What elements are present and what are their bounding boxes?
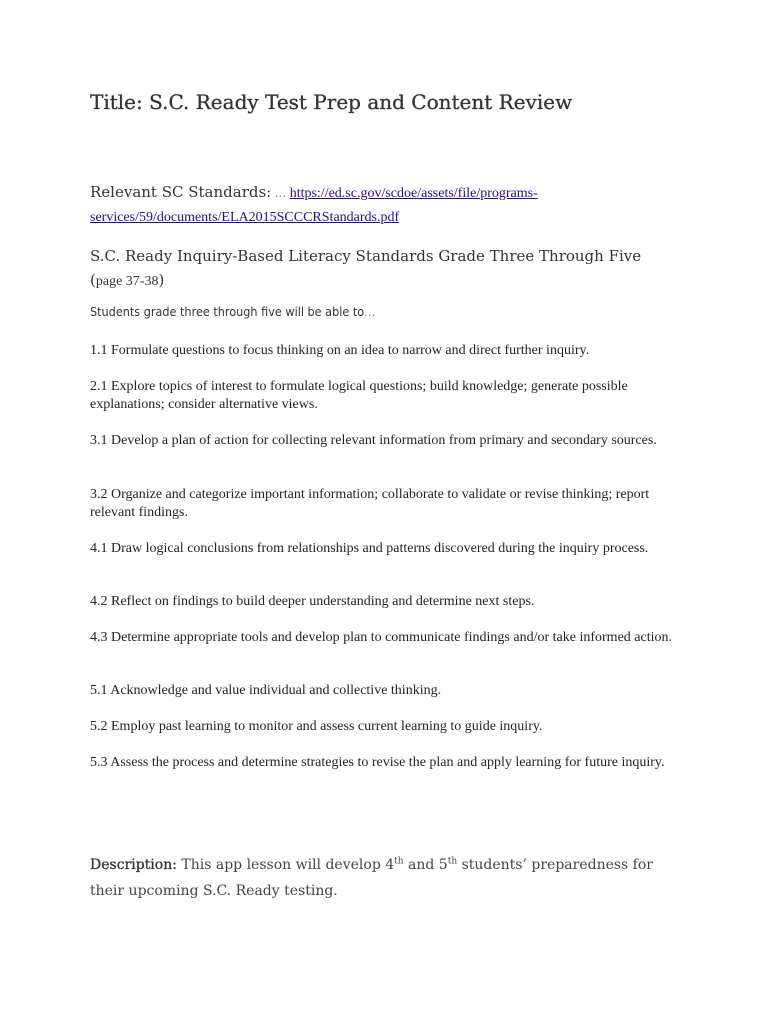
- list-item: 4.2 Reflect on findings to build deeper understanding and determine next steps.: [90, 594, 535, 609]
- list-item: 5.1 Acknowledge and value individual and collective thinking.: [90, 683, 442, 698]
- list-item: 5.3 Assess the process and determine strategies to revise the plan and apply learning for future inquiry.: [90, 755, 665, 770]
- description-text-2: and 5: [403, 857, 448, 873]
- document-title: Title: S.C. Ready Test Prep and Content Review: [90, 90, 573, 114]
- subheading-open-paren: (: [90, 271, 96, 289]
- standards-link[interactable]: https://ed.sc.gov/scdoe/assets/file/programs-services/59/documents/ELA2015SCCCRStandards.pdf: [90, 186, 538, 225]
- intro-text: Students grade three through five will be able to: [90, 304, 365, 319]
- description-text-3: students’ preparedness for their upcoming S.C. Ready testing.: [90, 857, 653, 899]
- list-item: 2.1 Explore topics of interest to formulate logical questions; build knowledge; generate possible explanations; consider alternative views.: [90, 379, 628, 412]
- list-item: 1.1 Formulate questions to focus thinking on an idea to narrow and direct further inquiry.: [90, 343, 590, 358]
- description-label: Description: [90, 857, 173, 873]
- subheading-page-number: page 37-38: [95, 274, 159, 289]
- relevant-standards: [90, 180, 690, 230]
- standards-ellipsis: ...: [274, 186, 287, 200]
- description-separator: :: [172, 857, 177, 873]
- list-item: 3.1 Develop a plan of action for collecting relevant information from primary and secondary sources.: [90, 433, 657, 448]
- intro-dots: …: [364, 304, 376, 319]
- description-text-1: This app lesson will develop 4: [181, 857, 395, 873]
- standards-label: Relevant SC Standards: [90, 183, 267, 201]
- standards-subheading: [90, 244, 690, 294]
- description-sup-2: th: [447, 856, 458, 867]
- subheading-page-ref: [90, 268, 690, 294]
- description-paragraph: [90, 852, 690, 904]
- subheading-close-paren: ): [158, 271, 165, 289]
- intro-sentence: [90, 304, 375, 319]
- subheading-text: S.C. Ready Inquiry-Based Literacy Standards Grade Three Through Five: [90, 247, 642, 265]
- description-sup-1: th: [394, 856, 404, 867]
- list-item: 4.1 Draw logical conclusions from relationships and patterns discovered during the inquiry process.: [90, 541, 649, 556]
- list-item: 3.2 Organize and categorize important information; collaborate to validate or revise thinking; report relevant findings.: [90, 487, 650, 520]
- list-item: 4.3 Determine appropriate tools and develop plan to communicate findings and/or take informed action.: [90, 630, 672, 645]
- standards-separator: :: [266, 183, 272, 201]
- list-item: 5.2 Employ past learning to monitor and assess current learning to guide inquiry.: [90, 719, 543, 734]
